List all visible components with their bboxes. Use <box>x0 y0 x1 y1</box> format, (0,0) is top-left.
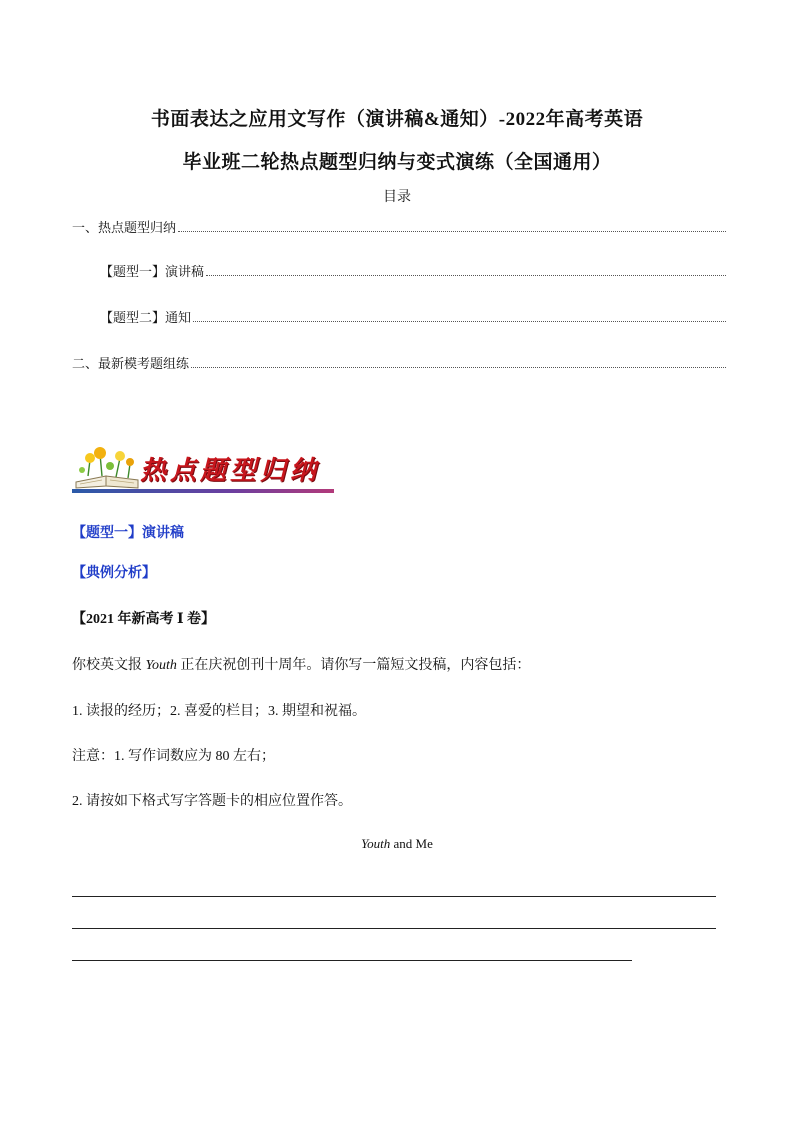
toc-leader-dots <box>191 367 726 368</box>
prompt-note-1: 注意：1. 写作词数应为 80 左右； <box>72 749 275 764</box>
prompt-note-2: 2. 请按如下格式写字答题卡的相应位置作答。 <box>72 794 352 809</box>
toc-leader-dots <box>206 275 726 276</box>
answer-line[interactable] <box>72 960 632 961</box>
toc-item-label: 【题型二】通知 <box>100 310 192 325</box>
answer-line[interactable] <box>72 928 716 929</box>
answer-line[interactable] <box>72 896 716 897</box>
toc-item-speech[interactable] <box>100 262 726 280</box>
banner-underline <box>72 489 334 493</box>
prompt-intro <box>72 654 530 674</box>
book-flowers-icon <box>72 446 142 490</box>
question-type-heading: 【题型一】演讲稿 <box>72 526 184 541</box>
exam-source-label: 【2021 年新高考 Ⅰ 卷】 <box>72 612 216 627</box>
toc-item-label: 二、最新模考题组练 <box>72 356 190 371</box>
toc-item-hot-types[interactable] <box>72 218 726 236</box>
document-title-line-1: 书面表达之应用文写作（演讲稿&通知）-2022年高考英语 <box>150 109 644 130</box>
toc-leader-dots <box>193 321 726 322</box>
prompt-intro-post: 正在庆祝创刊十周年。请你写一篇短文投稿，内容包括： <box>176 658 531 673</box>
essay-title-rest: and Me <box>390 836 433 851</box>
toc-leader-dots <box>178 231 726 232</box>
prompt-points: 1. 读报的经历；2. 喜爱的栏目；3. 期望和祝福。 <box>72 704 366 719</box>
essay-title-italic: Youth <box>361 836 391 851</box>
document-title-line-2: 毕业班二轮热点题型归纳与变式演练（全国通用） <box>182 152 612 173</box>
example-analysis-heading: 【典例分析】 <box>72 566 156 581</box>
essay-title <box>0 836 794 852</box>
banner-title: 热点题型归纳 <box>140 456 321 486</box>
toc-item-notice[interactable] <box>100 308 726 326</box>
newspaper-name: Youth <box>145 658 177 673</box>
prompt-intro-pre: 你校英文报 <box>72 658 146 673</box>
toc-item-label: 【题型一】演讲稿 <box>100 264 205 279</box>
section-banner <box>72 446 334 496</box>
toc-heading: 目录 <box>383 190 411 205</box>
toc-item-mock-exams[interactable] <box>72 354 726 372</box>
toc-item-label: 一、热点题型归纳 <box>72 220 177 235</box>
